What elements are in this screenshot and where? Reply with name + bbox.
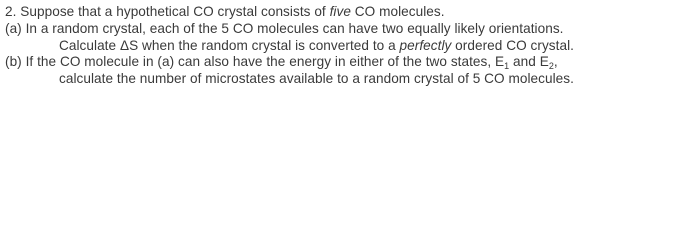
problem-number: 2. <box>5 4 17 19</box>
part-a-emphasis: perfectly <box>399 37 452 53</box>
part-b-line-2 <box>59 71 574 87</box>
problem-text-block <box>0 0 700 95</box>
part-a-text-2c: ordered CO crystal. <box>451 37 574 53</box>
part-b-label: (b) <box>5 54 22 69</box>
energy-subscript-2: 2 <box>548 61 554 71</box>
part-a-text-2b: when the random crystal is converted to a <box>138 37 400 53</box>
energy-subscript-1: 1 <box>504 61 510 71</box>
energy-symbol-1: E <box>495 54 505 69</box>
intro-text-b: CO molecules. <box>354 4 445 19</box>
part-b-text-2: calculate the number of microstates available to a random crystal of 5 CO molecules. <box>59 71 574 86</box>
part-b-text-1: If the CO molecule in (a) can also have the energy in either of the two states, <box>25 54 496 69</box>
part-b-line-1 <box>5 54 558 71</box>
intro-text-a: Suppose that a hypothetical CO crystal consists of <box>20 4 326 19</box>
intro-emphasis: five <box>329 4 351 19</box>
problem-intro-line <box>5 4 445 20</box>
part-a-label: (a) <box>5 21 22 36</box>
part-a-line-1 <box>5 21 564 37</box>
and-text: and <box>509 54 540 69</box>
part-a-text-1: In a random crystal, each of the 5 CO molecules can have two equally likely orientations. <box>25 21 564 36</box>
part-a-line-2 <box>59 38 574 54</box>
part-a-text-2a: Calculate <box>59 37 120 53</box>
delta-s-symbol: ΔS <box>119 37 139 53</box>
energy-symbol-2: E <box>539 54 549 69</box>
trailing-comma: , <box>553 54 558 69</box>
